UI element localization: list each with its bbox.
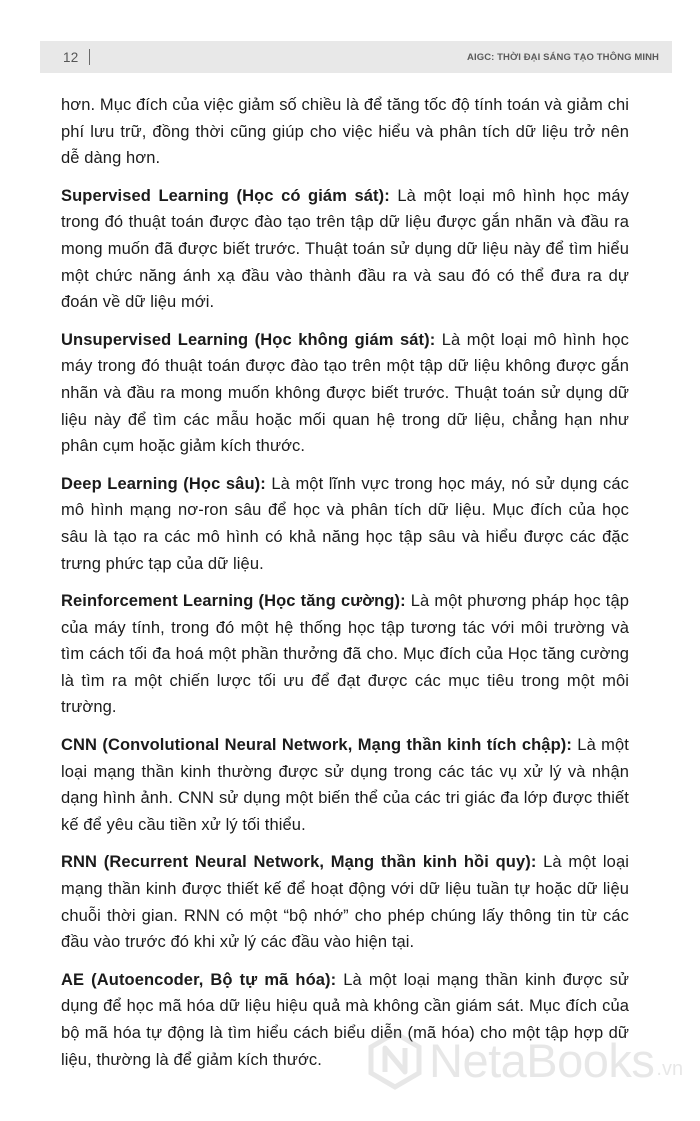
netabooks-logo-icon [365,1030,425,1090]
watermark-suffix: .vn [656,1057,684,1080]
definition-unsupervised-learning: Là một loại mô hình học máy trong đó thuật toán được đào tạo trên một tập dữ liệu không được gắn nhãn và đầu ra mong muốn không được biết trước. Thuật toán sử dụng dữ liệu này để tìm các mẫu hoặc mối quan hệ trong dữ liệu, chẳng hạn như phân cụm hoặc giảm kích thước. [61,330,629,456]
definition-deep-learning: Là một lĩnh vực trong học máy, nó sử dụng các mô hình mạng nơ-ron sâu để học và phân tích dữ liệu. Mục đích của học sâu là tạo ra các mô hình có khả năng học tập sâu và hiểu được các đặc trưng phức tạp của dữ liệu. [61,474,630,573]
running-title: AIGC: THỜI ĐẠI SÁNG TẠO THÔNG MINH [467,51,659,63]
watermark [365,1030,683,1090]
header-divider [89,49,90,65]
paragraph-text: hơn. Mục đích của việc giảm số chiều là để tăng tốc độ tính toán và giảm chi phí lưu trữ, đồng thời cũng giúp cho việc hiểu và phân tích dữ liệu trở nên dễ dàng hơn. [61,96,629,168]
term-reinforcement-learning: Reinforcement Learning (Học tăng cường): [61,592,406,611]
watermark-brand: NetaBooks [429,1033,655,1087]
paragraph-reinforcement-learning [61,588,629,721]
definition-supervised-learning: Là một loại mô hình học máy trong đó thuật toán được đào tạo trên tập dữ liệu được gắn nhãn và đầu ra mong muốn đã được biết trước. Thuật toán sử dụng dữ liệu này để tìm hiểu một chức năng ánh xạ đầu vào thành đầu ra và sau đó có thể đưa ra dự đoán về dữ liệu mới. [61,186,629,312]
definition-rnn: Là một loại mạng thần kinh được thiết kế để hoạt động với dữ liệu tuần tự hoặc dữ liệu chuỗi thời gian. RNN có một “bộ nhớ” cho phép chúng lấy thông tin từ các đầu vào trước đó khi xử lý các đầu vào hiện tại. [61,853,629,952]
paragraph-supervised-learning [61,183,629,316]
term-supervised-learning: Supervised Learning (Học có giám sát): [61,186,390,205]
paragraph-deep-learning [61,471,629,577]
term-unsupervised-learning: Unsupervised Learning (Học không giám sát): [61,330,436,349]
paragraph-unsupervised-learning [61,327,629,460]
definition-autoencoder: Là một loại mạng thần kinh được sử dụng để học mã hóa dữ liệu hiệu quả mà không cần giám sát. Mục đích của bộ mã hóa tự động là tìm hiểu cách biểu diễn (mã hóa) cho một tập hợp dữ liệu, thường là để giảm kích thước. [61,970,629,1069]
paragraph-rnn [61,849,629,955]
page-header [40,41,672,73]
term-rnn: RNN (Recurrent Neural Network, Mạng thần kinh hồi quy): [61,853,537,872]
term-deep-learning: Deep Learning (Học sâu): [61,474,266,493]
paragraph-cnn [61,732,629,838]
page-number-group [63,49,90,65]
definition-reinforcement-learning: Là một phương pháp học tập của máy tính, trong đó một hệ thống học tập tương tác với môi trường và tìm cách tối đa hoá một phần thưởng đã cho. Mục đích của Học tăng cường là tìm ra một chiến lược tối ưu để đạt được các mục tiêu trong một môi trường. [61,592,630,717]
term-autoencoder: AE (Autoencoder, Bộ tự mã hóa): [61,970,337,989]
definition-cnn: Là một loại mạng thần kinh thường được sử dụng trong các tác vụ xử lý và nhận dạng hình ảnh. CNN sử dụng một biến thể của các tri giác đa lớp được thiết kế để yêu cầu tiền xử lý tối thiểu. [61,736,629,834]
term-cnn: CNN (Convolutional Neural Network, Mạng thần kinh tích chập): [61,736,572,755]
paragraph-continuation [61,92,629,172]
page-body [61,92,629,1084]
page-number: 12 [63,49,79,65]
